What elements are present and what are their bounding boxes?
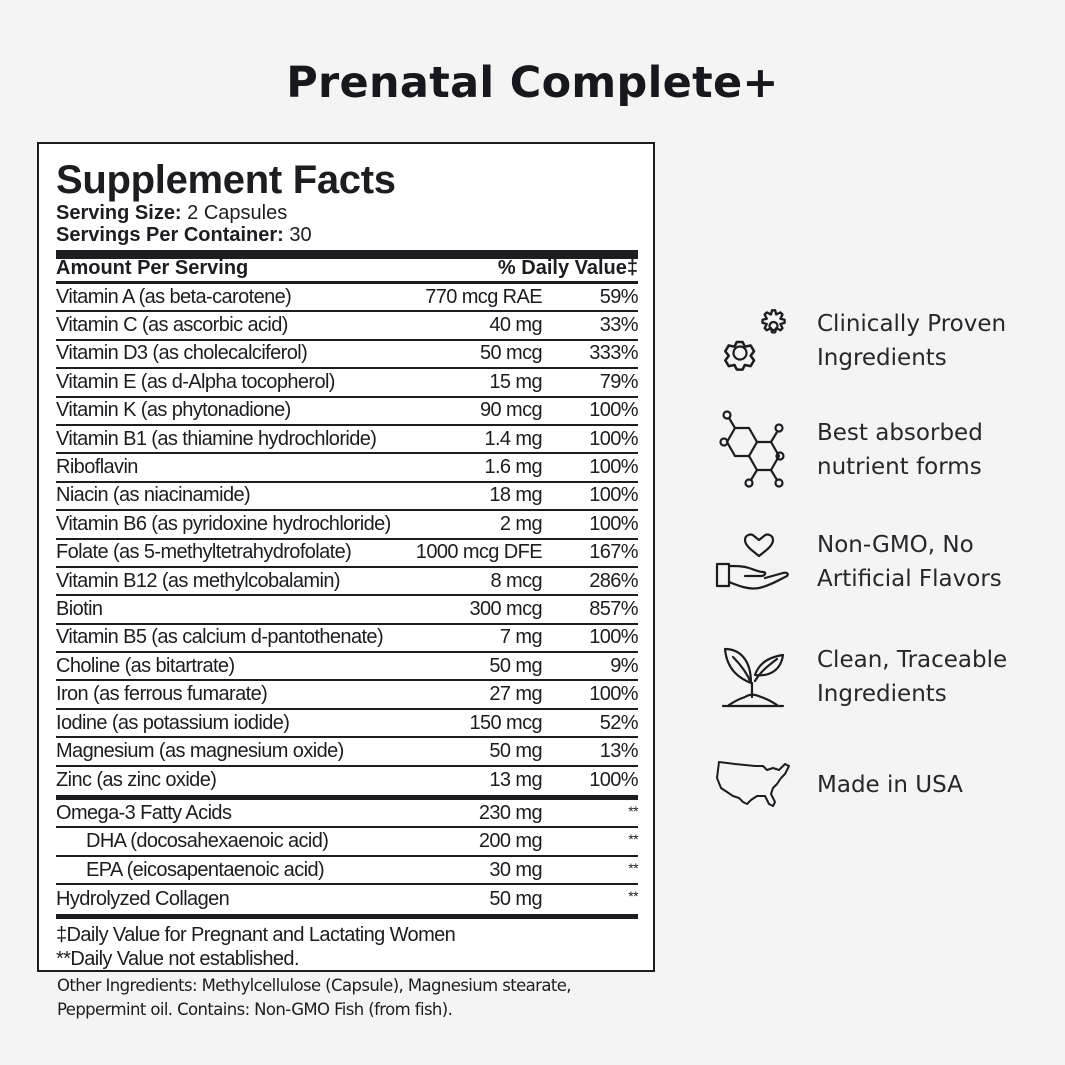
other-nutrients-table — [56, 800, 638, 914]
feature-item-made-in-usa — [710, 744, 1050, 826]
table-row — [56, 426, 638, 454]
nutrient-amount: 50 mg — [489, 887, 542, 910]
table-row — [56, 341, 638, 369]
nutrient-name: Vitamin A (as beta-carotene) — [56, 285, 292, 308]
nutrient-amount: 1000 mcg DFE — [415, 541, 542, 564]
servings-per-container-label: Servings Per Container: — [56, 224, 284, 246]
servings-per-container-value: 30 — [283, 224, 312, 246]
nutrient-daily-value: 79% — [599, 370, 638, 393]
nutrient-name: Zinc (as zinc oxide) — [56, 769, 217, 792]
nutrient-daily-value: 100% — [589, 683, 638, 706]
nutrient-amount: 50 mg — [489, 654, 542, 677]
table-row — [56, 681, 638, 709]
nutrient-daily-value: 100% — [589, 399, 638, 422]
nutrient-amount: 90 mcg — [480, 399, 542, 422]
nutrient-name: Hydrolyzed Collagen — [56, 887, 230, 910]
column-header-row — [56, 259, 638, 284]
nutrient-amount: 13 mg — [489, 769, 542, 792]
sprout-icon — [710, 636, 796, 718]
usa-map-icon — [710, 744, 796, 826]
nutrient-name: Vitamin E (as d-Alpha tocopherol) — [56, 370, 335, 393]
table-row — [56, 738, 638, 766]
feature-label-line-1: Non-GMO, No — [817, 532, 974, 558]
nutrient-name: Biotin — [56, 597, 103, 620]
nutrient-name: Vitamin C (as ascorbic acid) — [56, 314, 288, 337]
nutrient-name: Vitamin D3 (as cholecalciferol) — [56, 342, 308, 365]
nutrient-amount: 50 mcg — [480, 342, 542, 365]
nutrient-daily-value: 100% — [589, 484, 638, 507]
molecule-icon — [710, 409, 796, 491]
nutrient-amount: 770 mcg RAE — [425, 285, 542, 308]
serving-size-value: 2 Capsules — [181, 202, 288, 224]
nutrient-name: Iron (as ferrous fumarate) — [56, 683, 268, 706]
nutrient-daily-value: 100% — [589, 769, 638, 792]
nutrient-daily-value: ** — [628, 803, 638, 820]
nutrient-daily-value: 33% — [599, 314, 638, 337]
servings-per-container — [56, 224, 638, 246]
daily-value-header: % Daily Value‡ — [497, 257, 638, 279]
nutrient-name: Iodine (as potassium iodide) — [56, 711, 290, 734]
feature-label — [817, 307, 1006, 375]
footnote-daily-value-not-established: **Daily Value not established. — [56, 947, 299, 970]
table-row — [56, 767, 638, 795]
nutrient-daily-value: 167% — [589, 541, 638, 564]
nutrient-amount: 1.4 mg — [484, 427, 542, 450]
table-row — [56, 625, 638, 653]
nutrient-daily-value: 100% — [589, 512, 638, 535]
nutrient-name: EPA (eicosapentaenoic acid) — [86, 858, 325, 881]
feature-item-clinically-proven — [710, 300, 1050, 382]
nutrient-amount: 2 mg — [499, 512, 542, 535]
nutrient-daily-value: 13% — [599, 739, 638, 762]
nutrient-name: Riboflavin — [56, 456, 138, 479]
serving-info — [56, 202, 638, 246]
supplement-facts-panel — [37, 142, 655, 972]
nutrient-amount: 300 mcg — [469, 597, 542, 620]
nutrient-daily-value: ** — [628, 831, 638, 848]
feature-item-best-absorbed — [710, 409, 1050, 491]
nutrient-amount: 150 mcg — [469, 711, 542, 734]
nutrient-amount: 27 mg — [489, 683, 542, 706]
serving-size-label: Serving Size: — [56, 202, 182, 224]
nutrient-name: Vitamin B5 (as calcium d-pantothenate) — [56, 626, 384, 649]
product-title: Prenatal Complete+ — [286, 58, 779, 108]
feature-label-line-2: Ingredients — [817, 345, 947, 371]
feature-label — [817, 528, 1002, 596]
nutrient-amount: 200 mg — [478, 830, 542, 853]
feature-label-line-2: Ingredients — [817, 681, 947, 707]
nutrient-daily-value: 59% — [599, 285, 638, 308]
table-row — [56, 885, 638, 913]
table-row — [56, 454, 638, 482]
other-ingredients — [57, 974, 657, 1022]
feature-label — [817, 768, 963, 802]
hand-heart-icon — [710, 521, 796, 603]
table-row — [56, 568, 638, 596]
nutrient-daily-value: 9% — [610, 654, 638, 677]
table-row — [56, 828, 638, 856]
nutrient-daily-value: 100% — [589, 427, 638, 450]
table-row — [56, 540, 638, 568]
gears-icon — [710, 300, 796, 382]
table-row — [56, 483, 638, 511]
table-row — [56, 284, 638, 312]
nutrient-name: Vitamin B6 (as pyridoxine hydrochloride) — [56, 512, 391, 535]
feature-label — [817, 643, 1007, 711]
amount-per-serving-header: Amount Per Serving — [56, 257, 249, 279]
nutrient-name: DHA (docosahexaenoic acid) — [86, 830, 329, 853]
other-ingredients-line-1: Other Ingredients: Methylcellulose (Capsule), Magnesium stearate, — [57, 976, 571, 995]
nutrient-daily-value: 100% — [589, 456, 638, 479]
feature-label-line-1: Clean, Traceable — [817, 647, 1008, 673]
table-row — [56, 653, 638, 681]
feature-item-clean-traceable — [710, 636, 1050, 718]
nutrient-amount: 230 mg — [478, 801, 542, 824]
nutrient-amount: 15 mg — [489, 370, 542, 393]
nutrient-name: Vitamin B12 (as methylcobalamin) — [56, 569, 340, 592]
table-row — [56, 710, 638, 738]
nutrient-daily-value: 100% — [589, 626, 638, 649]
nutrient-name: Vitamin K (as phytonadione) — [56, 399, 291, 422]
nutrient-daily-value: ** — [628, 888, 638, 905]
nutrient-daily-value: 286% — [589, 569, 638, 592]
other-ingredients-line-2: Peppermint oil. Contains: Non-GMO Fish (from fish). — [57, 1000, 453, 1019]
table-row — [56, 857, 638, 885]
serving-size — [56, 202, 638, 224]
supplement-facts-heading: Supplement Facts — [56, 158, 396, 202]
nutrient-daily-value: 333% — [589, 342, 638, 365]
nutrient-daily-value: ** — [628, 859, 638, 876]
nutrient-daily-value: 857% — [589, 597, 638, 620]
table-row — [56, 312, 638, 340]
nutrient-amount: 18 mg — [489, 484, 542, 507]
footnotes — [56, 919, 638, 971]
nutrient-name: Vitamin B1 (as thiamine hydrochloride) — [56, 427, 377, 450]
table-row — [56, 800, 638, 828]
feature-label-line-1: Made in USA — [817, 772, 963, 798]
feature-label-line-2: Artificial Flavors — [817, 566, 1002, 592]
table-row — [56, 596, 638, 624]
feature-label-line-1: Best absorbed — [817, 420, 983, 446]
nutrient-amount: 8 mcg — [490, 569, 542, 592]
nutrient-name: Folate (as 5-methyltetrahydrofolate) — [56, 541, 352, 564]
nutrient-name: Choline (as bitartrate) — [56, 654, 235, 677]
nutrient-amount: 50 mg — [489, 739, 542, 762]
nutrient-amount: 30 mg — [489, 858, 542, 881]
nutrient-amount: 7 mg — [499, 626, 542, 649]
nutrient-amount: 40 mg — [489, 314, 542, 337]
nutrient-daily-value: 52% — [599, 711, 638, 734]
feature-label — [817, 416, 983, 484]
nutrient-amount: 1.6 mg — [484, 456, 542, 479]
nutrient-name: Niacin (as niacinamide) — [56, 484, 251, 507]
nutrient-name: Magnesium (as magnesium oxide) — [56, 739, 344, 762]
table-row — [56, 398, 638, 426]
table-row — [56, 511, 638, 539]
table-row — [56, 369, 638, 397]
feature-label-line-2: nutrient forms — [817, 454, 982, 480]
vitamins-minerals-table — [56, 284, 638, 795]
footnote-daily-value-pregnant: ‡Daily Value for Pregnant and Lactating Women — [56, 923, 456, 946]
feature-label-line-1: Clinically Proven — [817, 311, 1007, 337]
feature-item-non-gmo — [710, 521, 1050, 603]
nutrient-name: Omega-3 Fatty Acids — [56, 801, 232, 824]
